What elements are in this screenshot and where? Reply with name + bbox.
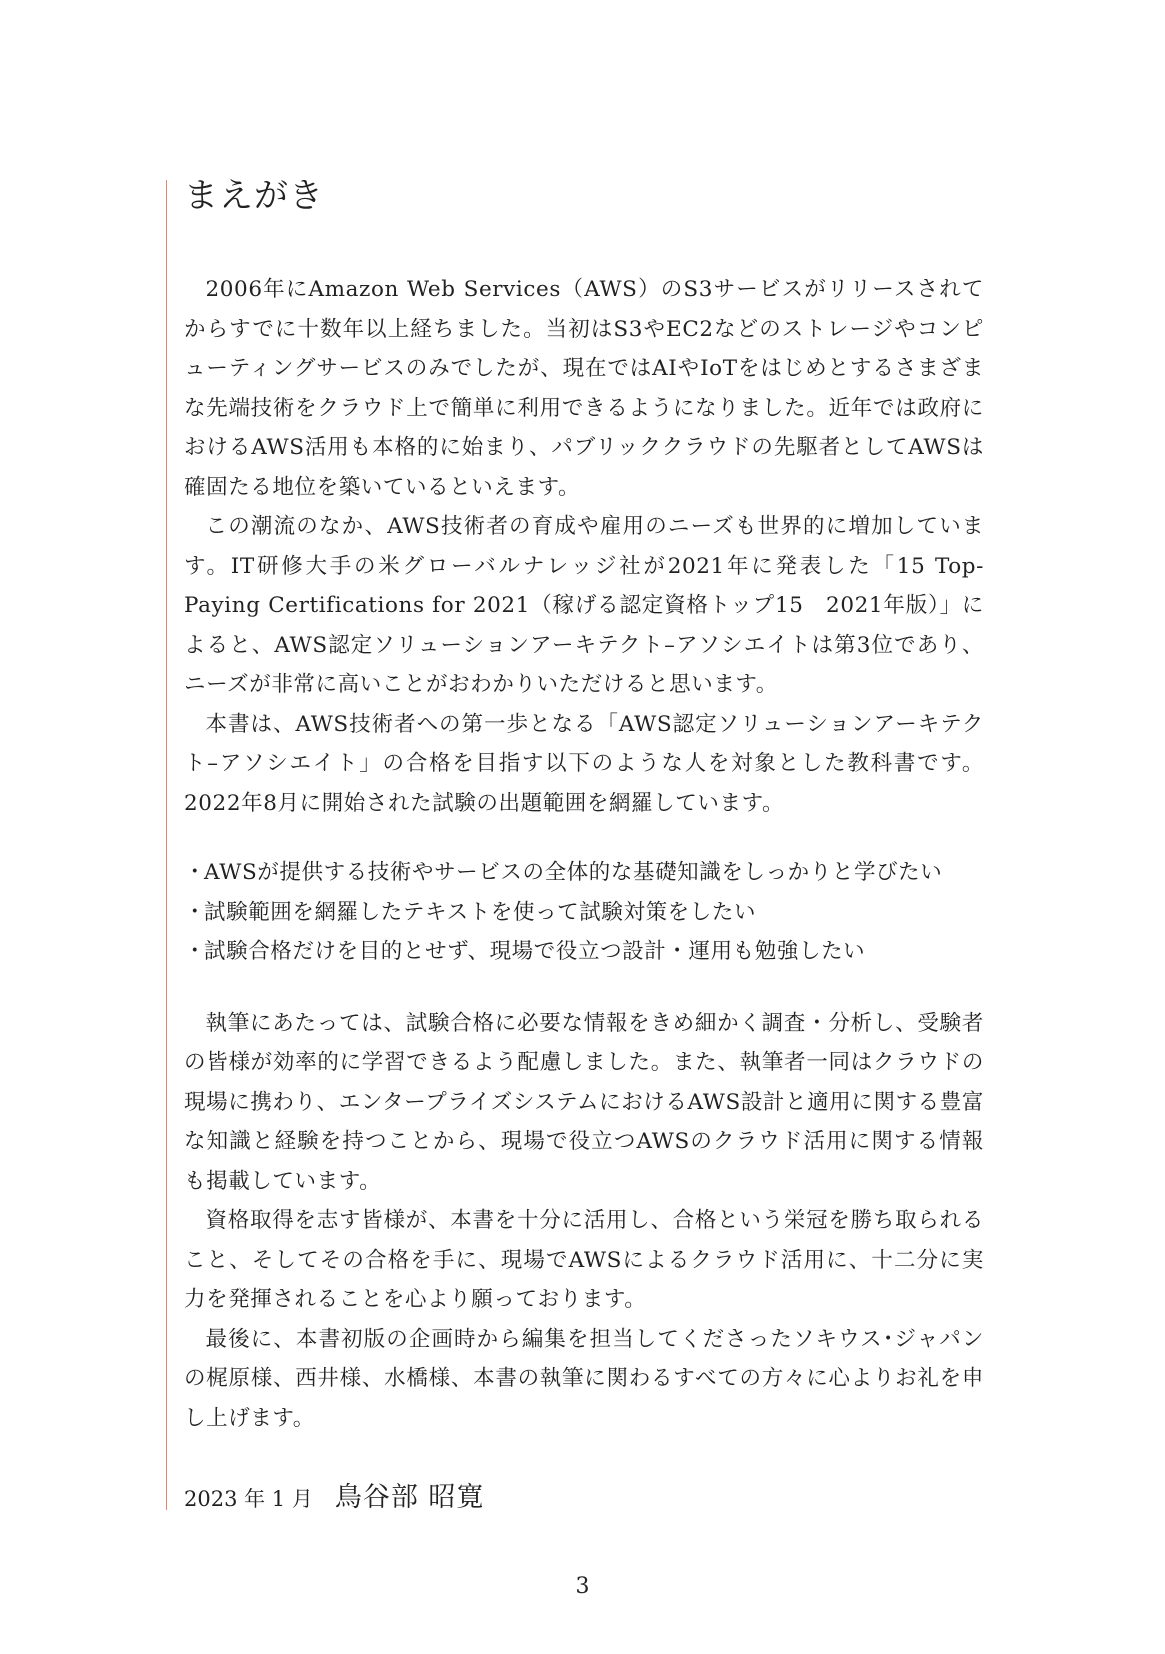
signature-line bbox=[184, 1478, 484, 1519]
paragraph-1: 2006年にAmazon Web Services（AWS）のS3サービスがリリースされてからすでに十数年以上経ちました。当初はS3やEC2などのストレージやコンピューティングサービスのみでしたが、現在ではAIやIoTをはじめとするさまざまな先端技術をクラウド上で簡単に利用できるようになりました。近年では政府におけるAWS活用も本格的に始まり、パブリッククラウドの先駆者としてAWSは確固たる地位を築いているといえます。 bbox=[184, 277, 984, 500]
page-title: まえがき bbox=[184, 176, 324, 216]
list-item-text: 試験範囲を網羅したテキストを使って試験対策をしたい bbox=[204, 899, 757, 925]
bullet-marker: ・ bbox=[184, 860, 207, 885]
signature-author: 鳥谷部 昭寛 bbox=[334, 1482, 485, 1513]
paragraph-2: この潮流のなか、AWS技術者の育成や雇用のニーズも世界的に増加しています。IT研修大手の米グローバルナレッジ社が2021年に発表した「15 Top-Paying Certifications for 2021（稼げる認定資格トップ15 2021年版）」によると、AWS認定ソリューションアーキテクト–アソシエイトは第3位であり、ニーズが非常に高いことがおわかりいただけると思います。 bbox=[184, 514, 984, 697]
signature-date: 2023 年 1 月 bbox=[184, 1487, 313, 1511]
list-item-text: AWSが提供する技術やサービスの全体的な基礎知識をしっかりと学びたい bbox=[204, 860, 943, 885]
list-item bbox=[184, 893, 984, 933]
paragraph-3: 本書は、AWS技術者への第一歩となる「AWS認定ソリューションアーキテクト–アソシエイト」の合格を目指す以下のような人を対象とした教科書です。2022年8月に開始された試験の出題範囲を網羅しています。 bbox=[184, 711, 984, 816]
paragraph-5: 資格取得を志す皆様が、本書を十分に活用し、合格という栄冠を勝ち取られること、そしてその合格を手に、現場でAWSによるクラウド活用に、十二分に実力を発揮されることを心より願っております。 bbox=[184, 1208, 984, 1312]
page-number: 3 bbox=[575, 1574, 590, 1599]
paragraph-4: 執筆にあたっては、試験合格に必要な情報をきめ細かく調査・分析し、受験者の皆様が効率的に学習できるよう配慮しました。また、執筆者一同はクラウドの現場に携わり、エンタープライズシステムにおけるAWS設計と適用に関する豊富な知識と経験を持つことから、現場で役立つAWSのクラウド活用に関する情報も掲載しています。 bbox=[184, 1010, 984, 1194]
target-reader-list bbox=[184, 853, 984, 972]
list-item bbox=[184, 853, 984, 893]
bullet-marker: ・ bbox=[184, 899, 207, 925]
list-item bbox=[184, 932, 984, 972]
margin-accent-rule bbox=[166, 180, 167, 1510]
bullet-marker: ・ bbox=[184, 939, 207, 964]
list-item-text: 試験合格だけを目的とせず、現場で役立つ設計・運用も勉強したい bbox=[204, 939, 866, 964]
paragraph-6: 最後に、本書初版の企画時から編集を担当してくださったソキウス･ジャパンの梶原様、西井様、水橋様、本書の執筆に関わるすべての方々に心よりお礼を申し上げます。 bbox=[184, 1326, 984, 1431]
preface-content bbox=[184, 172, 984, 1438]
